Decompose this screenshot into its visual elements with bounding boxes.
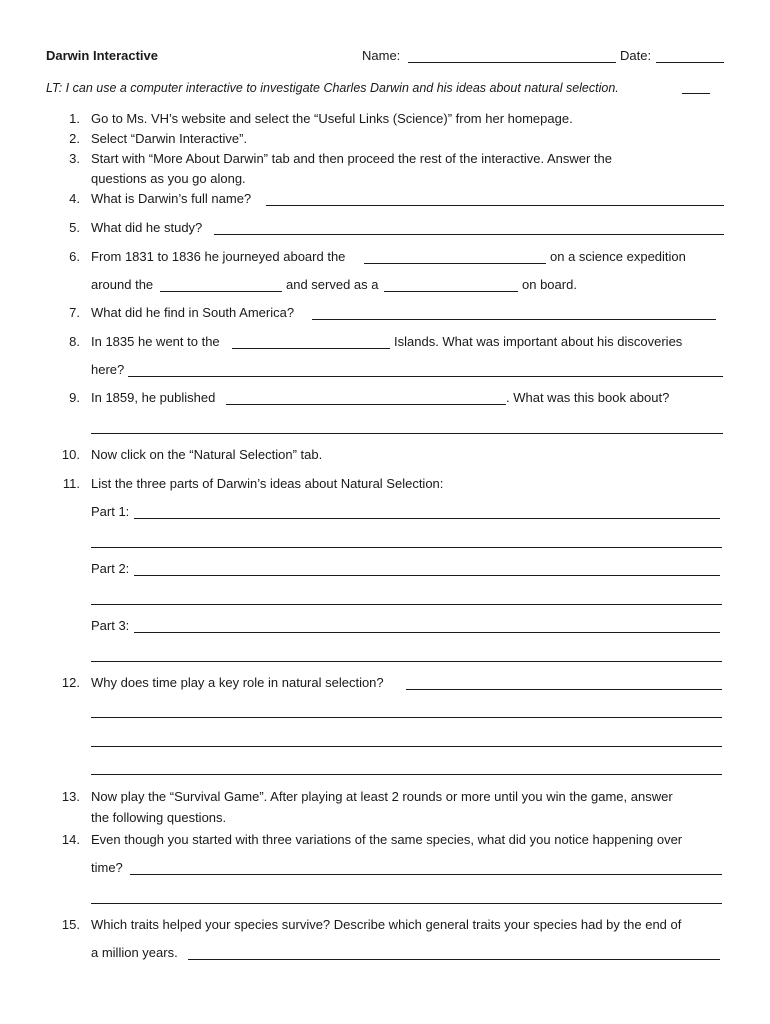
name-label: Name: — [362, 48, 401, 63]
q8-text-c: here? — [91, 362, 125, 377]
q6-around-blank[interactable] — [160, 291, 282, 292]
q7-answer-blank[interactable] — [312, 319, 716, 320]
q15-text: Which traits helped your species survive? Describe which general traits your species had by the end of — [91, 917, 682, 932]
q13-text: Now play the “Survival Game”. After playing at least 2 rounds or more until you win the game, answer — [91, 789, 673, 804]
q14-number: 14. — [61, 832, 80, 847]
q11-part3-blank-2[interactable] — [91, 661, 722, 662]
q13-number: 13. — [61, 789, 80, 804]
q9-text-b: . What was this book about? — [506, 390, 670, 405]
q3-text: Start with “More About Darwin” tab and then proceed the rest of the interactive. Answer the — [91, 151, 612, 166]
q4-answer-blank[interactable] — [266, 205, 724, 206]
q9-text-a: In 1859, he published — [91, 390, 216, 405]
q12-answer-blank-3[interactable] — [91, 746, 722, 747]
q9-number: 9. — [69, 390, 80, 405]
q6-text-b: on a science expedition — [550, 249, 686, 264]
q11-text: List the three parts of Darwin’s ideas about Natural Selection: — [91, 476, 444, 491]
q11-part1-blank[interactable] — [134, 518, 720, 519]
q8-text-b: Islands. What was important about his discoveries — [394, 334, 683, 349]
q8-text-a: In 1835 he went to the — [91, 334, 220, 349]
q9-book-blank[interactable] — [226, 404, 506, 405]
q12-text: Why does time play a key role in natural selection? — [91, 675, 384, 690]
q8-islands-blank[interactable] — [232, 348, 390, 349]
learning-target: LT: I can use a computer interactive to investigate Charles Darwin and his ideas about natural selection. — [46, 81, 619, 95]
q14-answer-blank[interactable] — [130, 874, 722, 875]
q1-text: Go to Ms. VH’s website and select the “Useful Links (Science)” from her homepage. — [91, 111, 573, 126]
q3-text-cont: questions as you go along. — [91, 171, 246, 186]
worksheet-title: Darwin Interactive — [46, 48, 158, 63]
name-blank[interactable] — [408, 62, 616, 63]
q10-number: 10. — [61, 447, 80, 462]
q4-text: What is Darwin’s full name? — [91, 191, 252, 206]
date-label: Date: — [620, 48, 652, 63]
learning-target-blank[interactable] — [682, 93, 710, 94]
q7-text: What did he find in South America? — [91, 305, 295, 320]
q6-text-a: From 1831 to 1836 he journeyed aboard the — [91, 249, 346, 264]
q10-text: Now click on the “Natural Selection” tab. — [91, 447, 323, 462]
q11-part1-blank-2[interactable] — [91, 547, 722, 548]
q5-number: 5. — [69, 220, 80, 235]
q6-text-e: on board. — [522, 277, 577, 292]
q11-part2-blank-2[interactable] — [91, 604, 722, 605]
q11-number: 11. — [62, 476, 80, 491]
q11-part2-label: Part 2: — [91, 561, 130, 576]
q1-number: 1. — [69, 111, 80, 126]
q6-ship-blank[interactable] — [364, 263, 546, 264]
q5-text: What did he study? — [91, 220, 203, 235]
q15-number: 15. — [61, 917, 80, 932]
q14-text: Even though you started with three variations of the same species, what did you notice happening over — [91, 832, 683, 847]
q13-text-cont: the following questions. — [91, 810, 227, 825]
q11-part2-blank[interactable] — [134, 575, 720, 576]
q2-text: Select “Darwin Interactive”. — [91, 131, 248, 146]
q6-number: 6. — [69, 249, 80, 264]
q11-part3-blank[interactable] — [134, 632, 720, 633]
q12-answer-blank-4[interactable] — [91, 774, 722, 775]
q15-text-cont: a million years. — [91, 945, 178, 960]
q5-answer-blank[interactable] — [214, 234, 724, 235]
q14-answer-blank-2[interactable] — [91, 903, 722, 904]
q6-role-blank[interactable] — [384, 291, 518, 292]
q6-text-d: and served as a — [286, 277, 379, 292]
q11-part1-label: Part 1: — [91, 504, 130, 519]
q2-number: 2. — [69, 131, 80, 146]
q7-number: 7. — [69, 305, 80, 320]
q12-number: 12. — [61, 675, 80, 690]
date-blank[interactable] — [656, 62, 724, 63]
q9-answer-blank[interactable] — [91, 433, 723, 434]
q12-answer-blank[interactable] — [406, 689, 722, 690]
q14-text-cont: time? — [91, 860, 123, 875]
q15-answer-blank[interactable] — [188, 959, 720, 960]
q4-number: 4. — [69, 191, 80, 206]
q8-number: 8. — [69, 334, 80, 349]
q11-part3-label: Part 3: — [91, 618, 130, 633]
q3-number: 3. — [69, 151, 80, 166]
q6-text-c: around the — [91, 277, 154, 292]
q12-answer-blank-2[interactable] — [91, 717, 722, 718]
q8-answer-blank[interactable] — [128, 376, 723, 377]
